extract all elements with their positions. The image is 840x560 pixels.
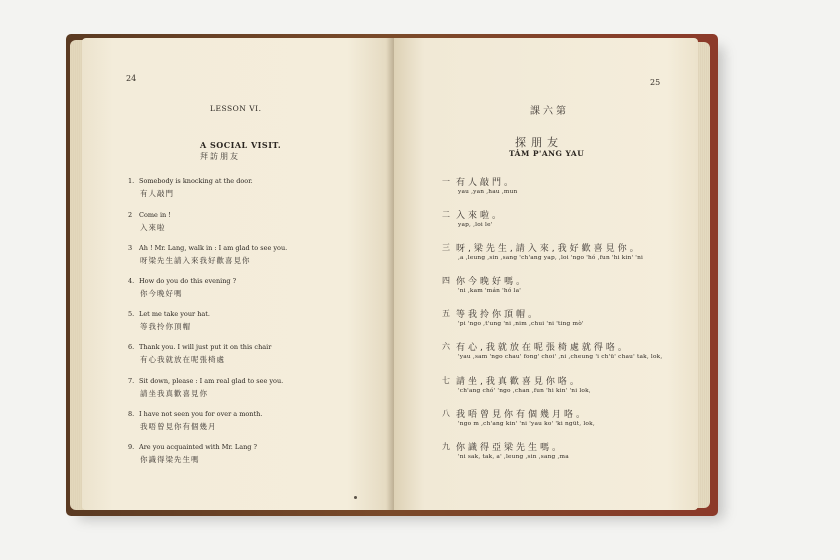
romanization: yap, ,loi le' xyxy=(458,222,493,228)
chinese-phrase: 等我拎你頂帽。 xyxy=(456,310,541,320)
item-number: 2 xyxy=(128,211,133,219)
item-number: 8. xyxy=(128,410,135,418)
item-number: 一 xyxy=(442,177,450,186)
chinese-phrase: 你識得亞梁先生嗎。 xyxy=(456,443,565,453)
english-phrase: I have not seen you for over a month. xyxy=(139,410,263,418)
chinese-phrase: 我唔曾見你有個幾月 xyxy=(140,422,217,431)
item-number: 九 xyxy=(442,442,450,451)
lesson-title-chinese: 探朋友 xyxy=(515,136,563,149)
item-number: 七 xyxy=(442,376,450,385)
item-number: 二 xyxy=(442,210,450,219)
chinese-phrase: 呀,梁先生,請入來,我好歡喜見你。 xyxy=(456,244,642,254)
chinese-phrase: 請坐,我真歡喜見你咯。 xyxy=(456,377,582,387)
chinese-phrase: 等我拎你頂帽 xyxy=(140,322,191,331)
romanization: 'ni sak, tak, a' ,leung ,sin ,sang ,ma xyxy=(458,454,569,460)
lesson-heading: LESSON VI. xyxy=(210,104,262,113)
item-number: 八 xyxy=(442,409,450,418)
chinese-phrase: 入來啦 xyxy=(140,223,166,232)
page-number: 24 xyxy=(126,74,137,83)
left-page xyxy=(82,38,394,510)
english-phrase: Are you acquainted with Mr. Lang ? xyxy=(139,443,258,451)
item-number: 5. xyxy=(128,310,135,318)
chinese-phrase: 你識得梁先生嗎 xyxy=(140,455,200,464)
english-phrase: Thank you. I will just put it on this chair xyxy=(139,343,272,351)
item-number: 1. xyxy=(128,177,135,185)
page-mark xyxy=(354,496,357,499)
romanization: 'yau ,sam 'ngo chau' fong' choi' ,ni ,cheung 'i ch'ü' chau' tak, lok, xyxy=(458,354,663,360)
item-number: 7. xyxy=(128,377,135,385)
romanization: 'pi 'ngo ,t'ung 'ni ,nim ,chui 'ni 'ting mò' xyxy=(458,321,584,327)
item-number: 6. xyxy=(128,343,135,351)
romanization: yau ,yan ,hau ,mun xyxy=(458,189,518,195)
lesson-title: A SOCIAL VISIT. xyxy=(200,140,282,150)
english-phrase: Somebody is knocking at the door. xyxy=(139,177,253,185)
romanization: 'ch'ang chó' 'ngo ,chan ,fun 'hi kin' 'ni lok, xyxy=(458,388,591,394)
romanization: 'ni ,kam 'mán 'hó la' xyxy=(458,288,522,294)
item-number: 六 xyxy=(442,342,450,351)
right-page xyxy=(394,38,698,510)
item-number: 五 xyxy=(442,309,450,318)
chinese-phrase: 有人敲門 xyxy=(140,189,174,198)
romanization: 'ngo m ,ch'ang kin' 'ni 'yau ko' 'ki ngüt, lok, xyxy=(458,421,595,427)
chinese-phrase: 有心我就放在呢張椅處 xyxy=(140,355,225,364)
item-number: 四 xyxy=(442,276,450,285)
chinese-phrase: 你今晚好嗎 xyxy=(140,289,183,298)
lesson-heading-chinese: 課六第 xyxy=(530,106,569,117)
chinese-phrase: 入來啦。 xyxy=(456,211,505,221)
english-phrase: Ah ! Mr. Lang, walk in : I am glad to see you. xyxy=(139,244,288,252)
english-phrase: Come in ! xyxy=(139,211,171,219)
item-number: 三 xyxy=(442,243,450,252)
lesson-title-romanized: TÁM P'ANG YAU xyxy=(509,149,585,158)
lesson-title-chinese: 拜訪朋友 xyxy=(200,152,240,161)
item-number: 3 xyxy=(128,244,133,252)
chinese-phrase: 請坐我真歡喜見你 xyxy=(140,389,208,398)
chinese-phrase: 呀梁先生請入來我好歡喜見你 xyxy=(140,256,251,265)
english-phrase: How do you do this evening ? xyxy=(139,277,237,285)
chinese-phrase: 我唔曾見你有個幾月咯。 xyxy=(456,410,589,420)
chinese-phrase: 有人敲門。 xyxy=(456,178,517,188)
romanization: ,a ,leung ,sin ,sang 'ch'ang yap, ,loi 'ngo 'hó ,fun 'hi kin' 'ni xyxy=(458,255,644,261)
chinese-phrase: 你今晚好嗎。 xyxy=(456,277,529,287)
item-number: 9. xyxy=(128,443,135,451)
item-number: 4. xyxy=(128,277,135,285)
english-phrase: Sit down, please : I am real glad to see you. xyxy=(139,377,284,385)
page-number: 25 xyxy=(650,78,661,87)
chinese-phrase: 有心,我就放在呢張椅處就得咯。 xyxy=(456,343,630,353)
english-phrase: Let me take your hat. xyxy=(139,310,210,318)
